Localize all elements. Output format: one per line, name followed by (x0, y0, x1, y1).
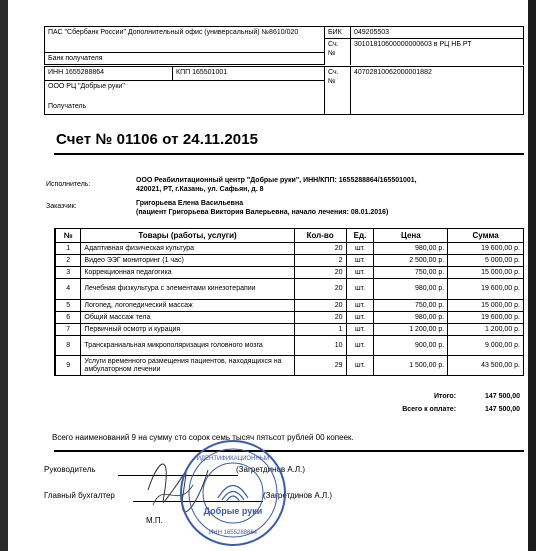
goods-body (55, 243, 524, 376)
row-goods: Общий массаж тела (81, 312, 294, 324)
row-number: 1 (55, 243, 81, 255)
executor-block (46, 176, 516, 196)
head-label: Руководитель (44, 465, 96, 474)
row-price: 980,00 р. (374, 312, 448, 324)
head-name: (Загретдинов А.Л.) (236, 465, 306, 474)
acc-value: 40702810062000001882 (351, 67, 524, 115)
row-number: 6 (55, 312, 81, 324)
stamp-top: ИДЕНТИФИКАЦИОННЫЙ (196, 456, 270, 462)
goods-header-row (55, 229, 524, 243)
bik-value: 049205503 (351, 27, 524, 39)
table-row (55, 279, 524, 300)
row-goods: Транскраниальная микрополяризация головного мозга (81, 336, 294, 356)
row-sum: 43 500,00 р. (448, 356, 524, 376)
mp-label: М.П. (146, 516, 163, 525)
total-value: 147 500,00 (484, 393, 520, 400)
row-price: 2 500,00 р. (374, 255, 448, 267)
row-price: 900,00 р. (374, 336, 448, 356)
corr-label: Сч. № (325, 39, 351, 65)
org-name: ООО РЦ "Добрые руки" (45, 81, 325, 101)
table-row (55, 255, 524, 267)
customer-label: Заказчик: (46, 203, 77, 210)
acc-label: Сч. № (325, 67, 351, 115)
row-price: 1 200,00 р. (374, 324, 448, 336)
amount-in-words: Всего наименований 9 на сумму сто сорок семь тысяч пятьсот рублей 00 копеек. (52, 433, 354, 442)
kpp: КПП 165501001 (173, 67, 325, 81)
row-price: 750,00 р. (374, 267, 448, 279)
row-goods: Адаптивная физическая культура (81, 243, 294, 255)
col-sum: Сумма (448, 229, 524, 243)
row-goods: Лечебная физкультура с элементами кинезотерапии (81, 279, 294, 300)
signature-divider (54, 450, 524, 452)
row-qty: 20 (294, 267, 346, 279)
row-goods: Услуги временного размещения пациентов, находящихся на амбулаторном лечении (81, 356, 294, 376)
row-number: 2 (55, 255, 81, 267)
row-unit: шт. (346, 312, 374, 324)
table-row (55, 243, 524, 255)
row-unit: шт. (346, 324, 374, 336)
title-divider (54, 153, 524, 155)
row-number: 4 (55, 279, 81, 300)
recipient-table (44, 66, 524, 115)
recipient-label: Получатель (45, 101, 325, 115)
executor-line-2: 420021, РТ, г.Казань, ул. Сафьян, д. 8 (136, 186, 264, 193)
row-unit: шт. (346, 336, 374, 356)
row-unit: шт. (346, 267, 374, 279)
row-number: 9 (55, 356, 81, 376)
row-qty: 10 (294, 336, 346, 356)
row-qty: 20 (294, 243, 346, 255)
row-unit: шт. (346, 279, 374, 300)
row-goods: Первичный осмотр и курация (81, 324, 294, 336)
executor-line-1: ООО Реабилитационный центр "Добрые руки", ИНН/КПП: 1655288864/165501001, (136, 177, 417, 184)
row-unit: шт. (346, 255, 374, 267)
row-sum: 19 600,00 р. (448, 312, 524, 324)
accountant-label: Главный бухгалтер (44, 491, 115, 500)
table-row (55, 336, 524, 356)
col-goods: Товары (работы, услуги) (81, 229, 294, 243)
row-sum: 15 000,00 р. (448, 267, 524, 279)
customer-block (46, 199, 516, 219)
stamp-brand: Добрые руки (203, 506, 263, 516)
row-number: 8 (55, 336, 81, 356)
table-row (55, 356, 524, 376)
executor-label: Исполнитель: (46, 181, 91, 188)
row-qty: 1 (294, 324, 346, 336)
col-number: № (55, 229, 81, 243)
row-qty: 29 (294, 356, 346, 376)
total-row (386, 393, 520, 400)
invoice-page (8, 0, 528, 551)
bik-label: БИК (325, 27, 351, 39)
right-frame (528, 0, 536, 551)
customer-line-2: (пациент Григорьева Виктория Валерьевна, начало лечения: 08.01.2016) (136, 209, 389, 216)
row-number: 7 (55, 324, 81, 336)
row-number: 3 (55, 267, 81, 279)
customer-value (136, 199, 388, 217)
row-sum: 19 600,00 р. (448, 243, 524, 255)
row-sum: 9 000,00 р. (448, 336, 524, 356)
bank-details-table (44, 26, 524, 65)
customer-line-1: Григорьева Елена Васильевна (136, 200, 244, 207)
table-row (55, 267, 524, 279)
recipient-bank-label: Банк получателя (45, 53, 325, 65)
company-stamp (178, 438, 288, 548)
row-qty: 20 (294, 279, 346, 300)
row-unit: шт. (346, 356, 374, 376)
inn: ИНН 1655288864 (45, 67, 173, 81)
executor-value (136, 176, 417, 194)
row-sum: 1 200,00 р. (448, 324, 524, 336)
row-unit: шт. (346, 243, 374, 255)
pay-value: 147 500,00 (484, 406, 520, 413)
table-row (55, 312, 524, 324)
row-price: 980,00 р. (374, 243, 448, 255)
row-price: 1 500,00 р. (374, 356, 448, 376)
row-unit: шт. (346, 300, 374, 312)
row-qty: 20 (294, 300, 346, 312)
corr-value: 30101810600000000603 в РЦ НБ РТ (351, 39, 524, 65)
table-row (55, 300, 524, 312)
bank-name: ПАС "Сбербанк России" Дополнительный офис (универсальный) №8610/020 (45, 27, 325, 53)
goods-table (54, 228, 524, 376)
table-row (55, 324, 524, 336)
row-sum: 15 000,00 р. (448, 300, 524, 312)
total-label: Итого: (433, 393, 457, 400)
row-goods: Видео ЭЭГ мониторинг (1 час) (81, 255, 294, 267)
row-goods: Логопед, логопедический массаж (81, 300, 294, 312)
row-sum: 19 600,00 р. (448, 279, 524, 300)
invoice-title: Счет № 01106 от 24.11.2015 (56, 131, 259, 148)
stamp-bottom: ИНН 1655288864 (208, 530, 258, 536)
row-price: 980,00 р. (374, 279, 448, 300)
row-goods: Коррекционная педагогика (81, 267, 294, 279)
row-number: 5 (55, 300, 81, 312)
pay-row (386, 406, 520, 413)
pay-label: Всего к оплате: (402, 406, 457, 413)
row-qty: 20 (294, 312, 346, 324)
col-qty: Кол-во (294, 229, 346, 243)
row-price: 750,00 р. (374, 300, 448, 312)
col-unit: Ед. (346, 229, 374, 243)
col-price: Цена (374, 229, 448, 243)
row-qty: 2 (294, 255, 346, 267)
accountant-name: (Загретдинов А.Л.) (263, 491, 333, 500)
row-sum: 5 000,00 р. (448, 255, 524, 267)
